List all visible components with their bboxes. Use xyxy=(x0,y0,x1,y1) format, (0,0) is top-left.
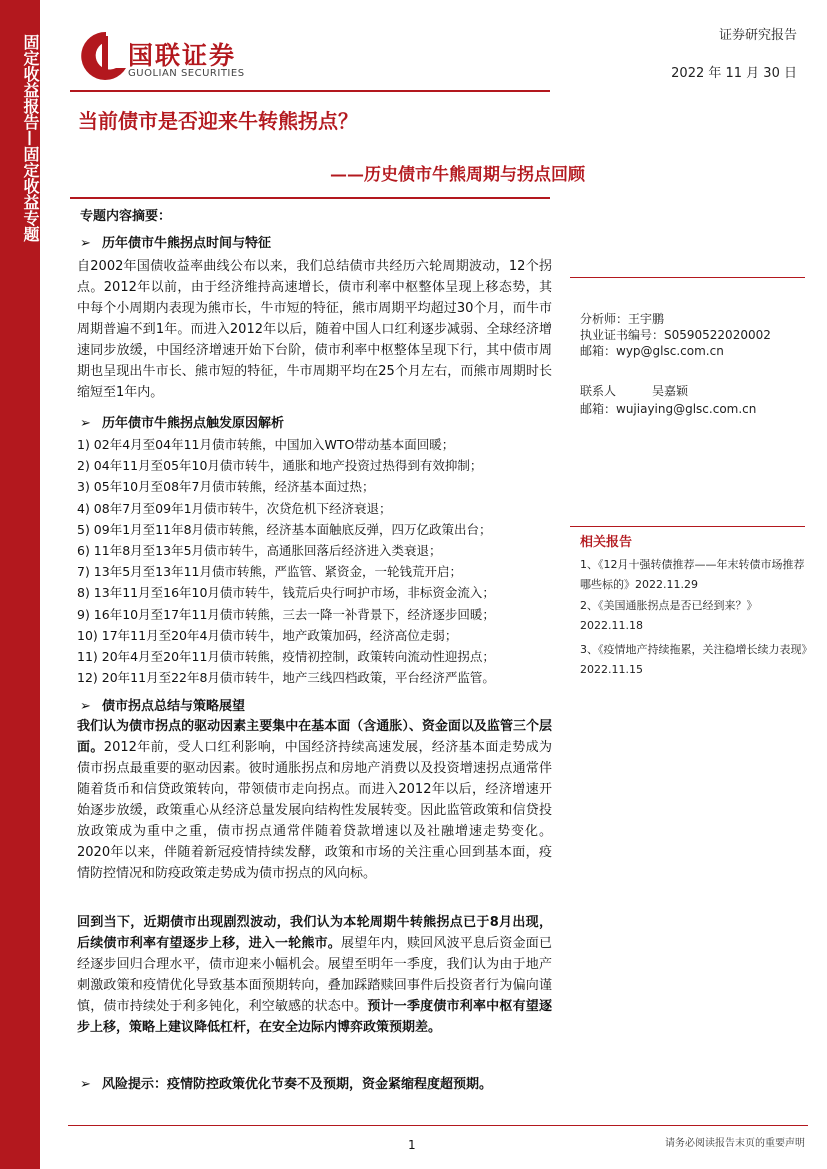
list-item: 12) 20年11月至22年8月债市转牛，地产三线四档政策，平台经济严监管。 xyxy=(77,670,495,686)
header-divider xyxy=(70,90,550,92)
section-3-paragraph-2: 回到当下，近期债市出现剧烈波动，我们认为本轮周期牛转熊拐点已于8月出现，后续债市利率有望逐步上移，进入一轮熊市。展望年内，赎回风波平息后资金面已经逐步回归合理水平，债市迎来小幅机会。展望至明年一季度，我们认为由于地产刺激政策和疫情优化导致基本面预期转向，叠加踩踏赎回事件后投资者行为偏向谨慎，债市持续处于利多钝化，利空敏感的状态中。预计一季度债市利率中枢有望逐步上移，策略上建议降低杠杆，在安全边际内博弈政策预期差。 xyxy=(77,915,552,1035)
related-report-item: 1、《12月十强转债推荐——年末转债市场推荐哪些标的》2022.11.29 xyxy=(580,558,805,591)
section-heading-3: ➢ 债市拐点总结与策略展望 xyxy=(80,699,246,714)
list-item: 1) 02年4月至04年11月债市转熊，中国加入WTO带动基本面回暖； xyxy=(77,437,455,452)
footer-divider xyxy=(68,1125,808,1126)
arrow-bullet-icon: ➢ xyxy=(80,1077,91,1092)
title-divider xyxy=(70,197,550,199)
brand-name: 国联证券 xyxy=(128,41,237,70)
page-number: 1 xyxy=(408,1138,416,1152)
list-item: 6) 11年8月至13年5月债市转牛，高通胀回落后经济进入类衰退； xyxy=(77,543,442,559)
page-subtitle: ——历史债市牛熊周期与拐点回顾 xyxy=(330,165,585,185)
report-date: 2022 年 11 月 30 日 xyxy=(671,66,797,81)
footer-disclaimer: 请务必阅读报告末页的重要声明 xyxy=(665,1138,805,1149)
list-item: 7) 13年5月至13年11月债市转熊，严监管、紧资金，一轮钱荒开启； xyxy=(77,564,462,580)
related-divider xyxy=(570,526,805,527)
analyst-name: 分析师：王宇鹏 xyxy=(580,312,665,326)
page-title: 当前债市是否迎来牛转熊拐点？ xyxy=(78,109,358,133)
arrow-bullet-icon: ➢ xyxy=(80,236,91,251)
list-item: 11) 20年4月至20年11月债市转熊，疫情初控制，政策转向流动性迎拐点； xyxy=(77,649,495,665)
list-item: 3) 05年10月至08年7月债市转熊，经济基本面过热； xyxy=(77,479,375,495)
section-3-paragraph-1: 我们认为债市拐点的驱动因素主要集中在基本面（含通胀）、资金面以及监管三个层面。2012年前，受人口红利影响，中国经济持续高速发展，经济基本面走势成为债市拐点最重要的驱动因素。彼时通胀拐点和房地产消费以及投资增速拐点通常伴随着货币和信贷政策转向，带领债市走向拐点。而进入2012年以后，经济增速开始逐步放缓，政策重心从经济总量发展向结构性发展转变。因此监管政策和信贷投放政策成为重中之重，债市拐点通常伴随着贷款增速以及社融增速走势变化。2020年以来，伴随着新冠疫情持续发酵，政策和市场的关注重心回到基本面，疫情防控情况和防疫政策走势成为债市拐点的风向标。 xyxy=(77,719,552,881)
list-item: 9) 16年10月至17年11月债市转熊，三去一降一补背景下，经济逐步回暖； xyxy=(77,606,495,622)
trigger-list xyxy=(77,434,557,688)
risk-warning: ➢ 风险提示：疫情防控政策优化节奏不及预期，资金紧缩程度超预期。 xyxy=(80,1077,493,1092)
analyst-email: 邮箱：wyp@glsc.com.cn xyxy=(580,344,724,358)
contact-email: 邮箱：wujiaying@glsc.com.cn xyxy=(580,402,757,416)
section-heading-2: ➢ 历年债市牛熊拐点触发原因解析 xyxy=(80,416,285,431)
sidebar-label: 固定收益报告—固定收益专题 xyxy=(21,34,40,242)
related-report-item: 3、《疫情地产持续拖累，关注稳增长续力表现》2022.11.15 xyxy=(580,643,807,676)
brand-name-en: GUOLIAN SECURITIES xyxy=(128,68,245,79)
list-item: 2) 04年11月至05年10月债市转牛，通胀和地产投资过热得到有效抑制； xyxy=(77,458,483,474)
list-item: 4) 08年7月至09年1月债市转牛，次贷危机下经济衰退； xyxy=(77,500,392,516)
report-type: 证券研究报告 xyxy=(718,28,797,43)
contact-name: 联系人 吴嘉颖 xyxy=(580,384,689,398)
related-report-item: 2、《美国通胀拐点是否已经到来？》2022.11.18 xyxy=(580,599,758,632)
section-heading-1: ➢ 历年债市牛熊拐点时间与特征 xyxy=(80,236,272,251)
list-item: 8) 13年11月至16年10月债市转牛，钱荒后央行呵护市场，非标资金流入； xyxy=(77,585,495,601)
section-1-body: 自2002年国债收益率曲线公布以来，我们总结债市共经历六轮周期波动，12个拐点。2012年以前，由于经济维持高速增长，债市利率中枢整体呈现上移态势，其中每个小周期内表现为熊市长，牛市短的特征，熊市周期平均超过30个月，而牛市周期普遍不到1年。而进入2012年以后，随着中国人口红利逐步减弱、全球经济增速同步放缓，中国经济增速开始下台阶，债市利率中枢整体呈现下行，其中债市周期也呈现出牛市长、熊市短的特征，牛市周期平均在25个月左右，而熊市周期时长缩短至1年内。 xyxy=(77,259,552,400)
related-reports-title: 相关报告 xyxy=(580,535,633,550)
arrow-bullet-icon: ➢ xyxy=(80,416,91,431)
analyst-cert: 执业证书编号：S0590522020002 xyxy=(580,328,771,342)
right-column-divider xyxy=(570,277,805,278)
arrow-bullet-icon: ➢ xyxy=(80,699,91,714)
summary-label: 专题内容摘要： xyxy=(80,209,172,224)
list-item: 10) 17年11月至20年4月债市转牛，地产政策加码，经济高位走弱； xyxy=(77,627,458,643)
list-item: 5) 09年1月至11年8月债市转熊，经济基本面触底反弹，四万亿政策出台； xyxy=(77,521,492,537)
